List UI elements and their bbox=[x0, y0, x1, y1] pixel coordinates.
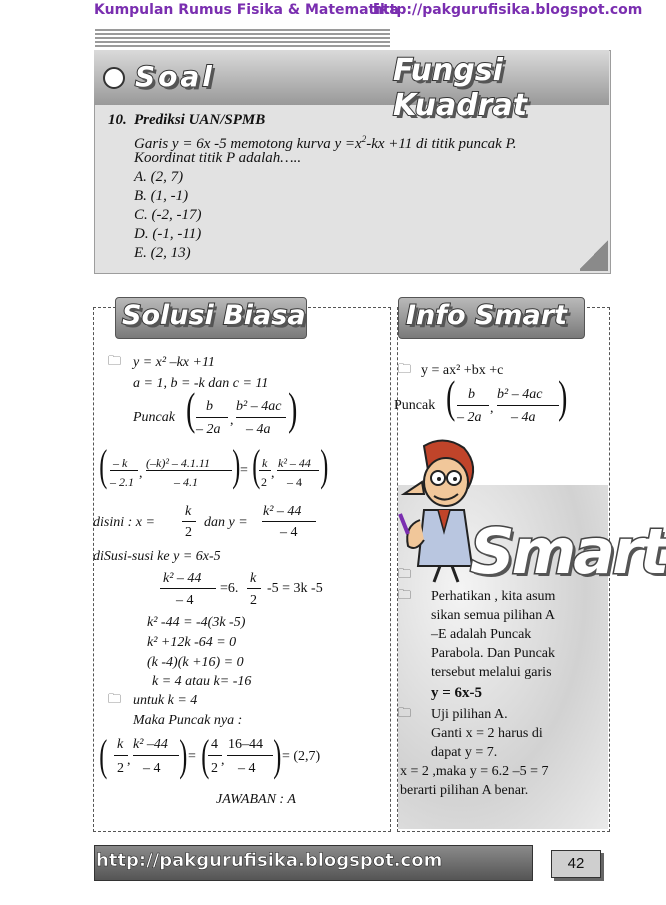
header-url[interactable]: http://pakgurufisika.blogspot.com bbox=[373, 2, 643, 18]
r-num4: 16–44 bbox=[228, 737, 263, 752]
fraction-bar bbox=[236, 417, 286, 418]
paren-right: ) bbox=[232, 441, 241, 490]
comma: , bbox=[127, 753, 131, 768]
fraction-bar bbox=[196, 417, 228, 418]
solusi-line-7: untuk k = 4 bbox=[133, 693, 198, 708]
paren-left: ( bbox=[99, 441, 108, 490]
info-p1-line1: Perhatikan , kita asum bbox=[431, 589, 556, 604]
info-num1: b bbox=[468, 387, 475, 402]
question-text-line2: Koordinat titik P adalah….. bbox=[134, 150, 302, 166]
paren-right: ) bbox=[288, 383, 298, 434]
dan-label: dan y = bbox=[204, 515, 248, 530]
fraction-bar bbox=[133, 755, 179, 756]
info-line-bold: y = 6x-5 bbox=[431, 685, 483, 701]
info-p1-line2: sikan semua pilihan A bbox=[431, 608, 556, 623]
topic-title: Fungsi Kuadrat bbox=[393, 53, 528, 123]
r-den3: 2 bbox=[211, 761, 218, 776]
s-den2: 2 bbox=[250, 593, 257, 608]
f2-num4: k² – 44 bbox=[278, 456, 311, 470]
d-den2: – 4 bbox=[280, 525, 298, 540]
r-num2: k² –44 bbox=[133, 737, 168, 752]
info-num2: b² – 4ac bbox=[497, 387, 543, 402]
r-num3: 4 bbox=[211, 737, 218, 752]
d-num2: k² – 44 bbox=[263, 504, 302, 519]
s-tail: -5 = 3k -5 bbox=[267, 581, 323, 596]
soal-label: Soal bbox=[135, 60, 215, 93]
f2-num3: k bbox=[262, 456, 268, 470]
info-puncak: Puncak bbox=[394, 398, 436, 413]
f1-den2: – 4a bbox=[246, 422, 271, 437]
bullet-circle-icon bbox=[103, 67, 125, 89]
s-mid: =6. bbox=[220, 581, 239, 596]
fraction-bar bbox=[208, 755, 222, 756]
paren-right: ) bbox=[273, 731, 282, 780]
info-den2: – 4a bbox=[511, 410, 536, 425]
comma: , bbox=[490, 401, 494, 416]
r-den2: – 4 bbox=[143, 761, 161, 776]
paren-left: ( bbox=[201, 731, 210, 780]
folder-icon: 🗀 bbox=[108, 354, 122, 369]
option-a: A. (2, 7) bbox=[134, 169, 184, 185]
comma: , bbox=[230, 413, 234, 428]
fraction-bar bbox=[160, 588, 216, 589]
info-p1-line5: tersebut melalui garis bbox=[431, 665, 552, 680]
folder-icon: 🗀 bbox=[398, 567, 412, 582]
paren-right: ) bbox=[179, 731, 188, 780]
solusi-line-3: k² -44 = -4(3k -5) bbox=[147, 615, 246, 630]
option-e: E. (2, 13) bbox=[134, 245, 191, 261]
paren-right: ) bbox=[558, 371, 568, 422]
result: = (2,7) bbox=[282, 749, 321, 764]
solusi-line-5: (k -4)(k +16) = 0 bbox=[147, 655, 244, 670]
folder-icon: 🗀 bbox=[398, 588, 412, 603]
option-c: C. (-2, -17) bbox=[134, 207, 202, 223]
folder-icon: 🗀 bbox=[398, 362, 412, 377]
equals: = bbox=[188, 749, 196, 764]
fraction-bar bbox=[182, 521, 196, 522]
fraction-bar bbox=[259, 470, 271, 471]
option-b: B. (1, -1) bbox=[134, 188, 189, 204]
solusi-line-2: a = 1, b = -k dan c = 11 bbox=[133, 376, 269, 391]
s-num2: k bbox=[250, 571, 257, 586]
solusi-line-4: k² +12k -64 = 0 bbox=[147, 635, 237, 650]
question-source: Prediksi UAN/SPMB bbox=[134, 112, 266, 128]
jawaban: JAWABAN : A bbox=[216, 792, 296, 807]
disini-label: disini : x = bbox=[93, 515, 155, 530]
folder-icon: 🗀 bbox=[398, 706, 412, 721]
info-p2-line3: dapat y = 7. bbox=[431, 745, 498, 760]
option-d: D. (-1, -11) bbox=[134, 226, 202, 242]
info-p2-line2: Ganti x = 2 harus di bbox=[431, 726, 543, 741]
page-number: 42 bbox=[551, 850, 601, 878]
info-line-1: y = ax² +bx +c bbox=[421, 363, 504, 378]
info-p3-line1: x = 2 ,maka y = 6.2 –5 = 7 bbox=[400, 764, 549, 779]
f2-num1: – k bbox=[113, 456, 128, 470]
f1-den1: – 2a bbox=[196, 422, 221, 437]
question-text-line1: Garis y = 6x -5 memotong kurva $y =x^2-kx +11$ di titik puncak P. bbox=[134, 134, 517, 152]
page-curl-icon bbox=[580, 238, 608, 271]
solusi-line-1: y = x² –kx +11 bbox=[133, 355, 215, 370]
smart-big-title: Smart bbox=[470, 515, 666, 588]
disusi-line: diSusi-susi ke y = 6x-5 bbox=[93, 549, 221, 564]
paren-left: ( bbox=[99, 731, 108, 780]
d-den1: 2 bbox=[185, 525, 192, 540]
equals: = bbox=[240, 463, 248, 478]
paren-right: ) bbox=[320, 441, 329, 490]
info-p3-line2: berarti pilihan A benar. bbox=[400, 783, 529, 798]
r-den4: – 4 bbox=[238, 761, 256, 776]
fraction-bar bbox=[457, 405, 489, 406]
solusi-line-8: Maka Puncak nya : bbox=[133, 713, 243, 728]
f2-den3: 2 bbox=[261, 475, 267, 489]
question-number: 10. bbox=[108, 112, 127, 128]
fraction-bar bbox=[497, 405, 559, 406]
r-num1: k bbox=[117, 737, 124, 752]
folder-icon: 🗀 bbox=[108, 692, 122, 707]
d-num1: k bbox=[185, 504, 192, 519]
info-smart-title: Info Smart bbox=[406, 300, 567, 331]
s-den1: – 4 bbox=[176, 593, 194, 608]
f2-num2: (–k)² – 4.1.11 bbox=[146, 456, 211, 470]
fraction-bar bbox=[277, 470, 319, 471]
fraction-bar bbox=[247, 588, 261, 589]
header-title: Kumpulan Rumus Fisika & Matematika bbox=[94, 2, 399, 18]
footer-url[interactable]: http://pakgurufisika.blogspot.com bbox=[96, 850, 443, 871]
decorative-stripes bbox=[95, 27, 390, 49]
comma: , bbox=[271, 466, 275, 481]
paren-left: ( bbox=[446, 371, 456, 422]
fraction-bar bbox=[110, 470, 138, 471]
info-p1-line3: –E adalah Puncak bbox=[431, 627, 532, 642]
puncak-label: Puncak bbox=[133, 410, 175, 425]
fraction-bar bbox=[262, 521, 316, 522]
comma: , bbox=[221, 753, 225, 768]
comma: , bbox=[139, 466, 143, 481]
paren-left: ( bbox=[252, 441, 261, 490]
fraction-bar bbox=[227, 755, 273, 756]
fraction-bar bbox=[114, 755, 128, 756]
f1-num1: b bbox=[206, 399, 213, 414]
f2-den4: – 4 bbox=[287, 475, 302, 489]
s-num1: k² – 44 bbox=[163, 571, 202, 586]
info-den1: – 2a bbox=[457, 410, 482, 425]
r-den1: 2 bbox=[117, 761, 124, 776]
f2-den1: – 2.1 bbox=[110, 475, 134, 489]
paren-left: ( bbox=[186, 383, 196, 434]
f2-den2: – 4.1 bbox=[174, 475, 198, 489]
f1-num2: b² – 4ac bbox=[236, 399, 282, 414]
fraction-bar bbox=[146, 470, 232, 471]
info-p2-line1: Uji pilihan A. bbox=[431, 707, 508, 722]
info-p1-line4: Parabola. Dan Puncak bbox=[431, 646, 556, 661]
solusi-line-6: k = 4 atau k= -16 bbox=[152, 674, 252, 689]
solusi-title: Solusi Biasa bbox=[122, 300, 306, 331]
